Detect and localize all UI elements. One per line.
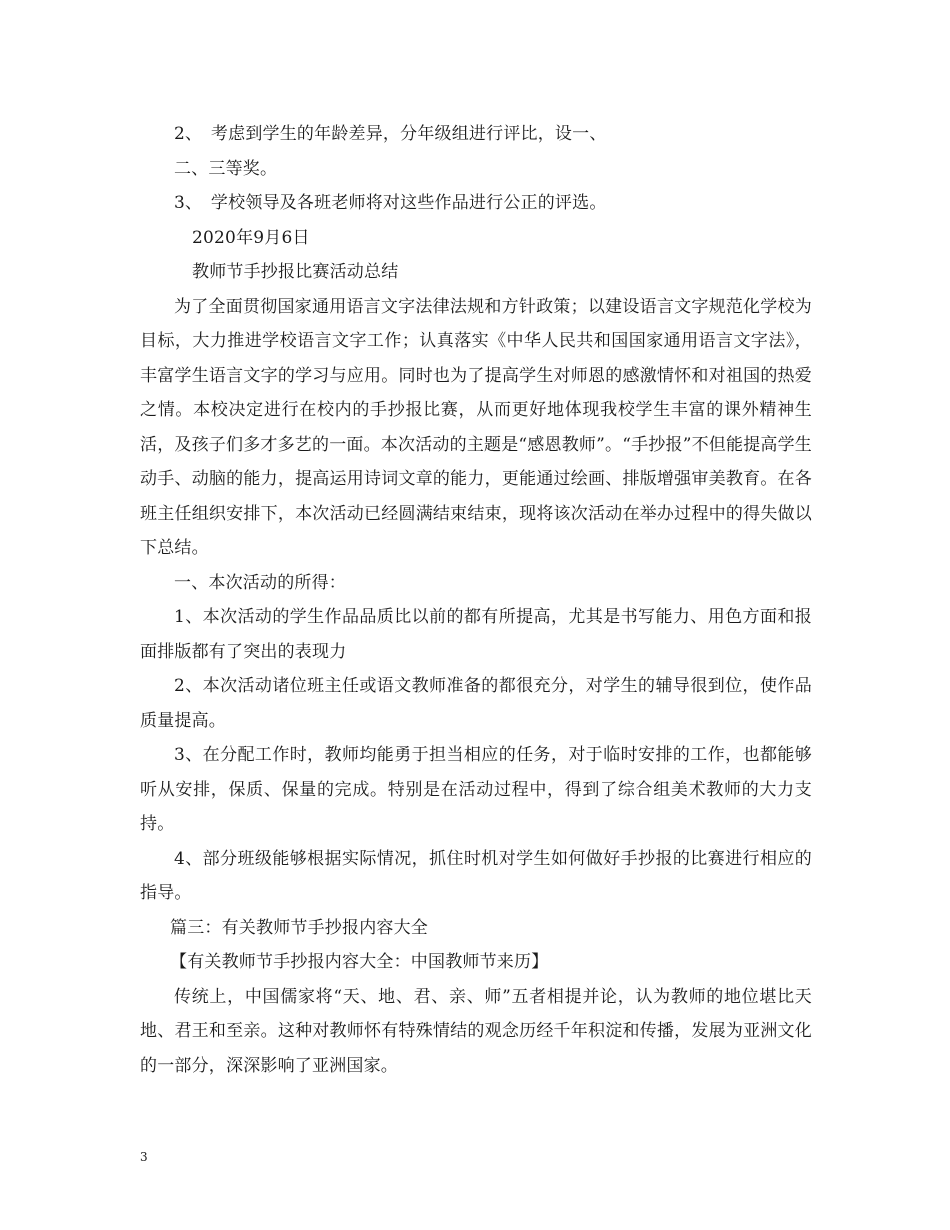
part3-subtitle: 【有关教师节手抄报内容大全：中国教师节来历】: [170, 952, 549, 972]
gain-item-4: 4、部分班级能够根据实际情况，抓住时机对学生如何做好手抄报的比赛进行相应的指导。: [140, 848, 812, 903]
gain-item-3: 3、在分配工作时，教师均能勇于担当相应的任务，对于临时安排的工作，也都能够听从安排，保质、保量的完成。特别是在活动过程中，得到了综合组美术教师的大力支持。: [140, 745, 812, 834]
document-date: 2020年9月6日: [192, 227, 310, 248]
page-number: 3: [140, 1150, 148, 1164]
part3-paragraph: 传统上，中国儒家将“天、地、君、亲、师”五者相提并论，认为教师的地位堪比天地、君王和至亲。这种对教师怀有特殊情结的观念历经千年积淀和传播，发展为亚洲文化的一部分，深深影响了亚洲国家。: [140, 986, 812, 1076]
section-title: 教师节手抄报比赛活动总结: [192, 262, 399, 282]
intro-paragraph: 为了全面贯彻国家通用语言文字法律法规和方针政策；以建设语言文字规范化学校为目标，大力推进学校语言文字工作；认真落实《中华人民共和国国家通用语言文字法》，丰富学生语言文字的学习与应用。同时也为了提高学生对师恩的感激情怀和对祖国的热爱之情。本校决定进行在校内的手抄报比赛，从而更好地体现我校学生丰富的课外精神生活，及孩子们多才多艺的一面。本次活动的主题是“感恩教师”。“手抄报”不但能提高学生动手、动脑的能力，提高运用诗词文章的能力，更能通过绘画、排版增强审美教育。在各班主任组织安排下，本次活动已经圆满结束结束，现将该次活动在举办过程中的得失做以下总结。: [140, 296, 812, 558]
gain-item-2: 2、本次活动诸位班主任或语文教师准备的都很充分，对学生的辅导很到位，使作品质量提高。: [140, 676, 812, 731]
document-body: [140, 117, 812, 1083]
list-item-award-levels-cont: 二、三等奖。: [174, 158, 278, 179]
gain-item-1: 1、本次活动的学生作品品质比以前的都有所提高，尤其是书写能力、用色方面和报面排版都有了突出的表现力: [140, 607, 812, 662]
list-item-judging: 3、 学校领导及各班老师将对这些作品进行公正的评选。: [174, 193, 607, 213]
list-item-award-levels: 2、 考虑到学生的年龄差异，分年级组进行评比，设一、: [174, 124, 607, 144]
part3-title: 篇三：有关教师节手抄报内容大全: [170, 917, 428, 938]
gains-heading: 一、本次活动的所得：: [174, 572, 346, 593]
